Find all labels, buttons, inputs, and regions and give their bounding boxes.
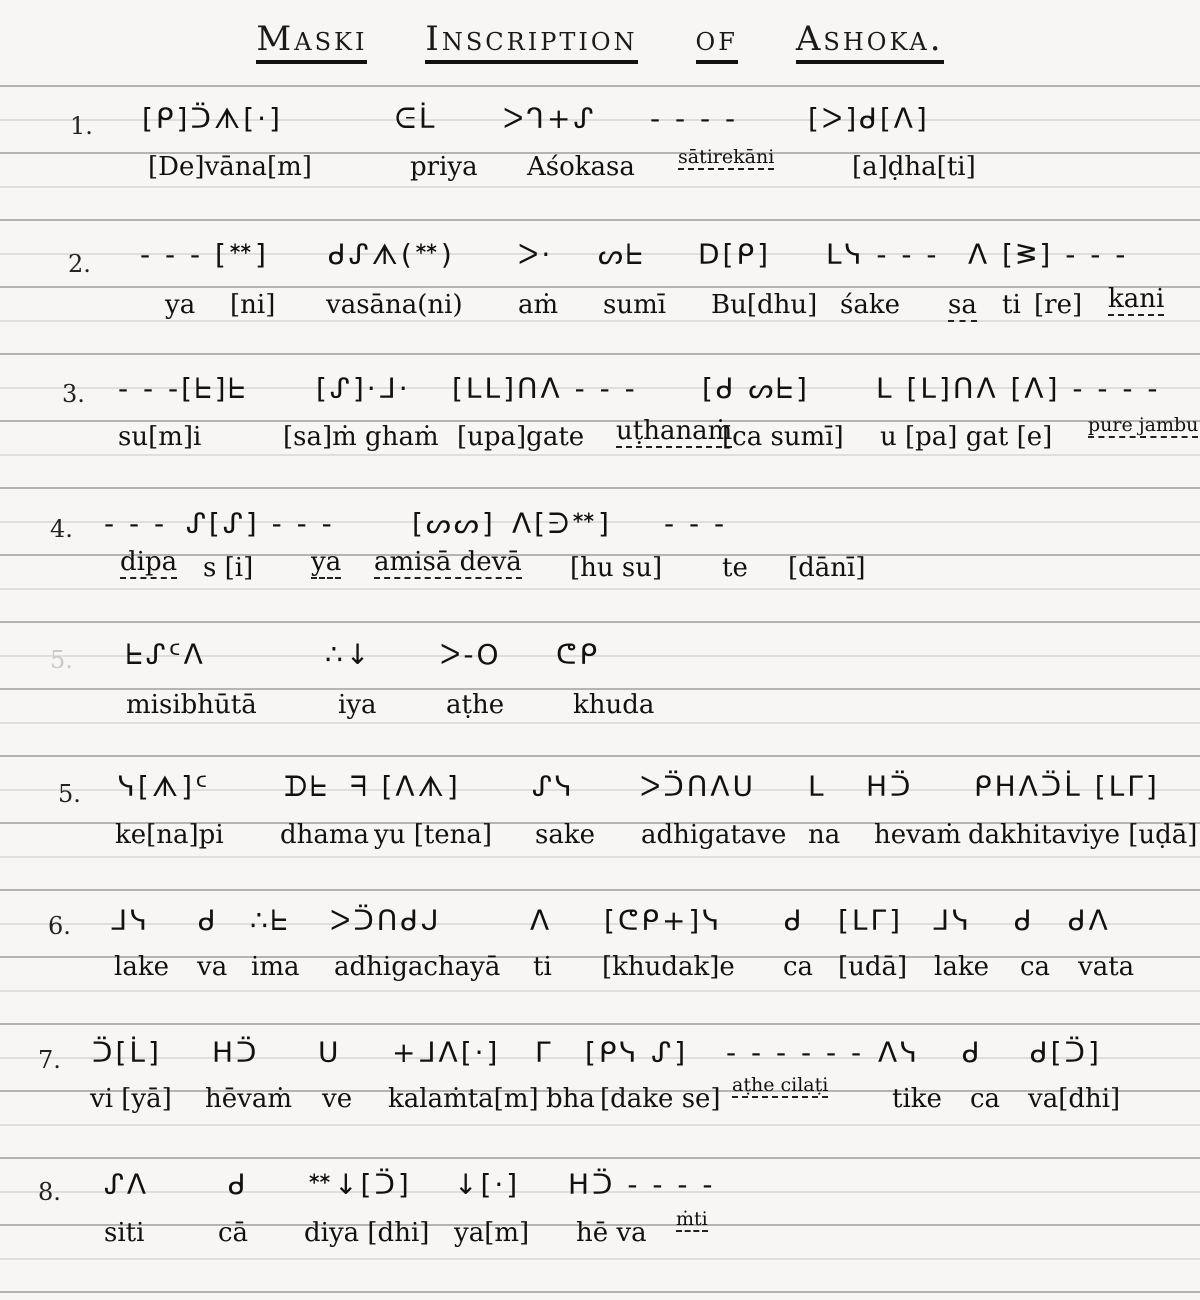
translit-word: ti — [1002, 290, 1021, 320]
translit-word: [a]ḍha[ti] — [852, 152, 976, 182]
translit-word: vata — [1078, 952, 1135, 982]
translit-word: [udā] — [838, 952, 908, 982]
brahmi-script-row — [0, 1032, 1200, 1092]
translit-word: ca — [1020, 952, 1051, 982]
brahmi-word: ᑯ — [198, 904, 219, 937]
brahmi-word: ᑯ — [784, 904, 805, 937]
translit-word: te — [722, 553, 748, 583]
brahmi-word: [ᔕᔕ] — [412, 507, 496, 540]
brahmi-word: ᕼᑒ — [866, 770, 914, 803]
translit-word: [dānī] — [788, 553, 866, 583]
brahmi-word: [ᑯ ᔕᖶ] — [702, 372, 810, 405]
translit-word: kani — [1108, 284, 1165, 314]
brahmi-word: ᗞ[ᑭ] — [698, 238, 772, 271]
brahmi-word: - - - - — [650, 102, 739, 135]
translit-word: aṭhe cilaṭi — [732, 1074, 829, 1096]
translit-word: [De]vāna[m] — [148, 152, 312, 182]
translit-word: amisā devā — [374, 547, 522, 577]
brahmi-script-row — [0, 100, 1200, 160]
transliteration-row — [0, 690, 1200, 750]
line-number: 5. — [50, 646, 73, 674]
line-number: 2. — [68, 250, 91, 278]
transliteration-row — [0, 414, 1200, 482]
brahmi-script-row — [0, 1166, 1200, 1226]
brahmi-word: +ᒧᐱ[·] — [392, 1036, 501, 1069]
brahmi-word: ᑯ — [228, 1168, 249, 1201]
brahmi-word: - - - [ᕯ] — [140, 238, 269, 271]
brahmi-word: ᕦᑭ — [556, 638, 601, 671]
translit-word: cā — [218, 1218, 249, 1248]
title-word: of — [696, 20, 738, 64]
translit-word: [sa]ṁ ghaṁ — [283, 422, 439, 452]
brahmi-word: [ᑭᓭ ᔑ] — [585, 1036, 689, 1069]
brahmi-word: ᐳᑒᑎᑯᒍ — [330, 904, 442, 937]
line-number: 3. — [62, 380, 85, 408]
brahmi-word: ᒪ [ᒪ]ᑎᐱ [ᐱ] - - - - — [876, 372, 1161, 405]
transliteration-row — [0, 547, 1200, 613]
translit-word: [hu su] — [570, 553, 663, 583]
translit-word: iya — [338, 690, 377, 720]
brahmi-word: ᐳ-O — [440, 638, 502, 671]
translit-word: va — [197, 952, 228, 982]
brahmi-word: [ᐳ]ᑯ[ᐱ] — [808, 102, 930, 135]
brahmi-script-row — [0, 368, 1200, 428]
translit-word: ṁti — [676, 1208, 708, 1230]
translit-word: vasāna(ni) — [326, 290, 463, 320]
translit-word: lake — [114, 952, 169, 982]
brahmi-word: ᐱ[ᕭᕯ] — [512, 507, 612, 540]
transliteration-row — [0, 146, 1200, 212]
brahmi-word: ᑯ[ᑒ] — [1030, 1036, 1102, 1069]
translit-word: Aśokasa — [527, 152, 635, 182]
title-word: Maski — [256, 20, 367, 64]
brahmi-word: ᐱ [ᕒ] - - - — [968, 238, 1129, 271]
translit-word: s [i] — [203, 553, 254, 583]
translit-word: adhigachayā — [334, 952, 501, 982]
brahmi-word: ᐳᒉ+ᔑ — [503, 102, 597, 135]
brahmi-script-row — [0, 900, 1200, 960]
brahmi-word: ᖶᔑᑦᐱ — [126, 638, 206, 671]
title-word: Ashoka. — [796, 20, 944, 64]
brahmi-word: ∴ᖶ — [250, 904, 291, 937]
brahmi-word: ᑭᕼᐱᑒᒫ [ᒪᒥ] — [974, 770, 1160, 803]
brahmi-word: ᓭ[ᗑ]ᑦ — [118, 770, 211, 803]
translit-word: ca — [783, 952, 814, 982]
brahmi-word: ᑒ[ᒫ] — [92, 1036, 162, 1069]
brahmi-word: ᒧᓭ — [110, 904, 150, 937]
line-number: 1. — [70, 112, 93, 140]
brahmi-word: - - - — [664, 507, 728, 540]
brahmi-word: ᑯ — [962, 1036, 983, 1069]
brahmi-word: - - - — [104, 507, 168, 540]
translit-word: priya — [410, 152, 478, 182]
translit-word: uṭhanaṁ — [616, 416, 733, 446]
brahmi-word: ᕯ↓[ᑒ] — [308, 1168, 412, 1201]
translit-word: [dake se] — [600, 1084, 721, 1114]
brahmi-word: ᕼᑒ — [212, 1036, 260, 1069]
brahmi-word: ᐱ — [530, 904, 553, 937]
translit-word: pure jambu — [1088, 414, 1199, 436]
brahmi-word: ᐳ· — [518, 238, 554, 271]
brahmi-word: [ᔑ]·ᒧ· — [316, 372, 411, 405]
brahmi-word: ᑌ — [318, 1036, 342, 1069]
brahmi-word: ᕼᑒ - - - - — [568, 1168, 716, 1201]
translit-word: dhama — [280, 820, 370, 850]
translit-word: yu [tena] — [374, 820, 493, 850]
line-number: 4. — [50, 515, 73, 543]
brahmi-word: ᒪᓭ - - - — [826, 238, 940, 271]
translit-word: u [pa] gat [e] — [880, 422, 1053, 452]
translit-word: na — [808, 820, 841, 850]
translit-word: śake — [840, 290, 900, 320]
translit-word: su[m]i — [118, 422, 202, 452]
brahmi-word: ᒪ — [808, 770, 827, 803]
transliteration-row — [0, 1208, 1200, 1278]
translit-word: [re] — [1034, 290, 1083, 320]
translit-word: dakhitaviye [uḍā] — [968, 820, 1198, 850]
translit-word: [upa]gate — [457, 422, 585, 452]
translit-word: vi [yā] — [90, 1084, 172, 1114]
translit-word: ke[na]pi — [115, 820, 224, 850]
translit-word: sumī — [603, 290, 667, 320]
translit-word: bha — [546, 1084, 595, 1114]
translit-word: hēvaṁ — [205, 1084, 292, 1114]
brahmi-word: [ᒪᒪ]ᑎᐱ - - - — [452, 372, 638, 405]
brahmi-script-row — [0, 636, 1200, 696]
brahmi-word: - - -[ᖶ]ᖶ — [118, 372, 249, 405]
title-word: Inscription — [425, 20, 637, 64]
page-title — [0, 20, 1200, 64]
translit-word: khuda — [573, 690, 655, 720]
brahmi-word: ∴↓ — [325, 638, 373, 671]
line-number: 7. — [38, 1046, 61, 1074]
translit-word: lake — [934, 952, 989, 982]
translit-word: [ni] — [230, 290, 276, 320]
translit-word: siti — [104, 1218, 145, 1248]
translit-word: ti — [533, 952, 552, 982]
translit-word: ca — [970, 1084, 1001, 1114]
translit-word: va[dhi] — [1028, 1084, 1121, 1114]
brahmi-word: ᔑ[ᔑ] - - - — [186, 507, 335, 540]
translit-word: ya — [311, 547, 342, 577]
translit-word: sa — [948, 290, 977, 320]
line-number: 6. — [48, 912, 71, 940]
brahmi-word: ᔑᓭ — [532, 770, 575, 803]
translit-word: hē va — [576, 1218, 647, 1248]
translit-word: sake — [535, 820, 595, 850]
translit-word: ya[m] — [454, 1218, 530, 1248]
brahmi-word: ᖷ [ᐱᗑ] — [350, 770, 461, 803]
translit-word: [khudak]e — [602, 952, 735, 982]
brahmi-word: ᐳᑒᑎᐱᑌ — [640, 770, 756, 803]
translit-word: kalaṁta[m] — [388, 1084, 539, 1114]
transliteration-row — [0, 952, 1200, 1012]
brahmi-word: ᐱᓭ — [878, 1036, 921, 1069]
line-number: 5. — [58, 780, 81, 808]
translit-word: hevaṁ — [874, 820, 961, 850]
brahmi-word: ᑯᔑᗑ(ᕯ) — [328, 238, 455, 271]
line-number: 8. — [38, 1178, 61, 1206]
translit-word: tike — [892, 1084, 942, 1114]
translit-word: aṁ — [518, 290, 559, 320]
translit-word: adhigatave — [641, 820, 787, 850]
brahmi-word: ᔕᖶ — [598, 238, 646, 271]
brahmi-word: ᑯᐱ — [1068, 904, 1111, 937]
transliteration-row — [0, 1074, 1200, 1144]
brahmi-word: [ᑭ]ᑒᗑ[·] — [142, 102, 283, 135]
translit-word: misibhūtā — [126, 690, 257, 720]
brahmi-word: [ᒪᒥ] — [838, 904, 904, 937]
translit-word: ima — [251, 952, 300, 982]
translit-word: Bu[dhu] — [711, 290, 818, 320]
translit-word: sātirekāni — [678, 146, 775, 168]
brahmi-word: ᔑᐱ — [104, 1168, 150, 1201]
brahmi-word: ↓[·] — [454, 1168, 521, 1201]
translit-word: aṭhe — [446, 690, 505, 720]
translit-word: ya — [165, 290, 196, 320]
brahmi-word: ᒧᓭ — [932, 904, 972, 937]
translit-word: dipa — [120, 547, 178, 577]
translit-word: diya [dhi] — [304, 1218, 430, 1248]
brahmi-word: ᕮᒫ — [395, 102, 438, 135]
translit-word: ve — [322, 1084, 353, 1114]
brahmi-word: ᑯ — [1014, 904, 1035, 937]
brahmi-script-row — [0, 230, 1200, 290]
brahmi-word: ᗪᖶ — [284, 770, 330, 803]
transliteration-row — [0, 284, 1200, 350]
brahmi-word: - - - - - - — [726, 1036, 865, 1069]
brahmi-word: [ᕦᑭ+]ᓭ — [604, 904, 723, 937]
transliteration-row — [0, 820, 1200, 880]
translit-word: [ca sumī] — [722, 422, 844, 452]
brahmi-word: ᒥ — [535, 1036, 554, 1069]
